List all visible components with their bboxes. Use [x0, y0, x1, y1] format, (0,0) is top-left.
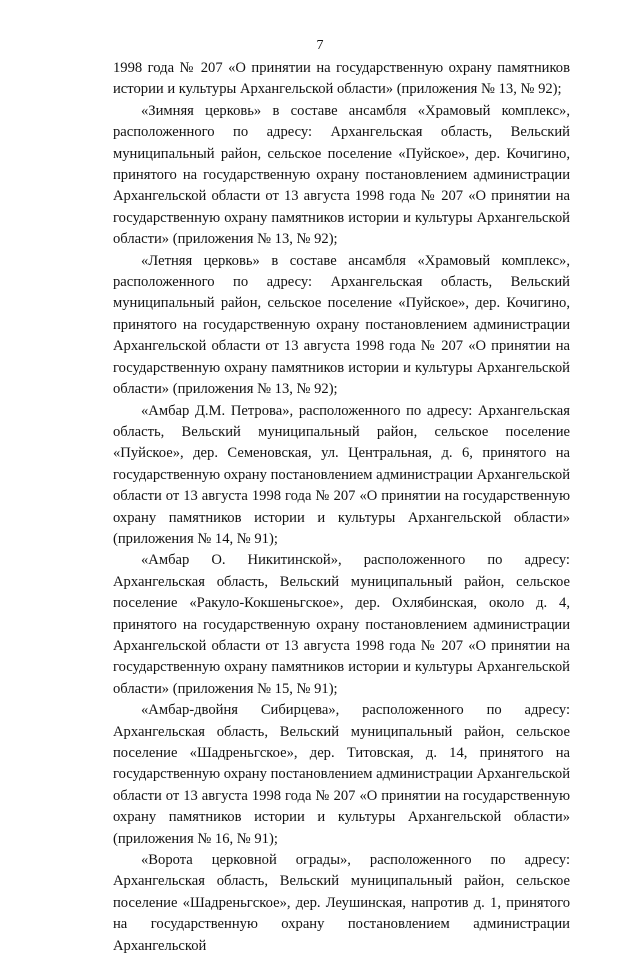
paragraph-winter-church: «Зимняя церковь» в составе ансамбля «Храмовый комплекс», расположенного по адресу: Архангельская область, Вельский муниципальный район, сельское поселение «Пуйское», дер. Кочигино, принятого на государственную охрану постановлением администрации Архангельской области от 13 августа 1998 года № 207 «О принятии на государственную охрану памятников истории и культуры Архангельской области» (приложения № 13, № 92);	[113, 102, 570, 248]
page-number: 7	[316, 38, 324, 53]
paragraph-summer-church: «Летняя церковь» в составе ансамбля «Храмовый комплекс», расположенного по адресу: Архангельская область, Вельский муниципальный район, сельское поселение «Пуйское», дер. Кочигино, принятого на государственную охрану постановлением администрации Архангельской области от 13 августа 1998 года № 207 «О принятии на государственную охрану памятников истории и культуры Архангельской области» (приложения № 13, № 92);	[113, 252, 570, 398]
paragraph-petrov-barn: «Амбар Д.М. Петрова», расположенного по адресу: Архангельская область, Вельский муниципальный район, сельское поселение «Пуйское», дер. Семеновская, ул. Центральная, д. 6, принятого на государственную охрану постановлением администрации Архангельской области от 13 августа 1998 года № 207 «О принятии на государственную охрану памятников истории и культуры Архангельской области» (приложения № 14, № 91);	[113, 402, 570, 547]
paragraph-sibirtsev-barn: «Амбар-двойня Сибирцева», расположенного по адресу: Архангельская область, Вельский муниципальный район, сельское поселение «Шадреньгское», дер. Титовская, д. 14, принятого на государственную охрану постановлением администрации Архангельской области от 13 августа 1998 года № 207 «О принятии на государственную охрану памятников истории и культуры Архангельской области» (приложения № 16, № 91);	[113, 702, 570, 847]
paragraph-continuation: 1998 года № 207 «О принятии на государственную охрану памятников истории и культуры Архангельской области» (приложения № 13, № 92);	[113, 60, 570, 98]
paragraph-church-gate: «Ворота церковной ограды», расположенного по адресу: Архангельская область, Вельский муниципальный район, сельское поселение «Шадреньгское», дер. Леушинская, напротив д. 1, принятого на государственную охрану постановлением администрации Архангельской	[113, 852, 570, 954]
paragraph-nikitinskaya-barn: «Амбар О. Никитинской», расположенного по адресу: Архангельская область, Вельский муниципальный район, сельское поселение «Ракуло-Кокшеньгское», дер. Охлябинская, около д. 4, принятого на государственную охрану постановлением администрации Архангельской области от 13 августа 1998 года № 207 «О принятии на государственную охрану памятников истории и культуры Архангельской области» (приложения № 15, № 91);	[113, 552, 570, 697]
document-body	[113, 58, 570, 957]
